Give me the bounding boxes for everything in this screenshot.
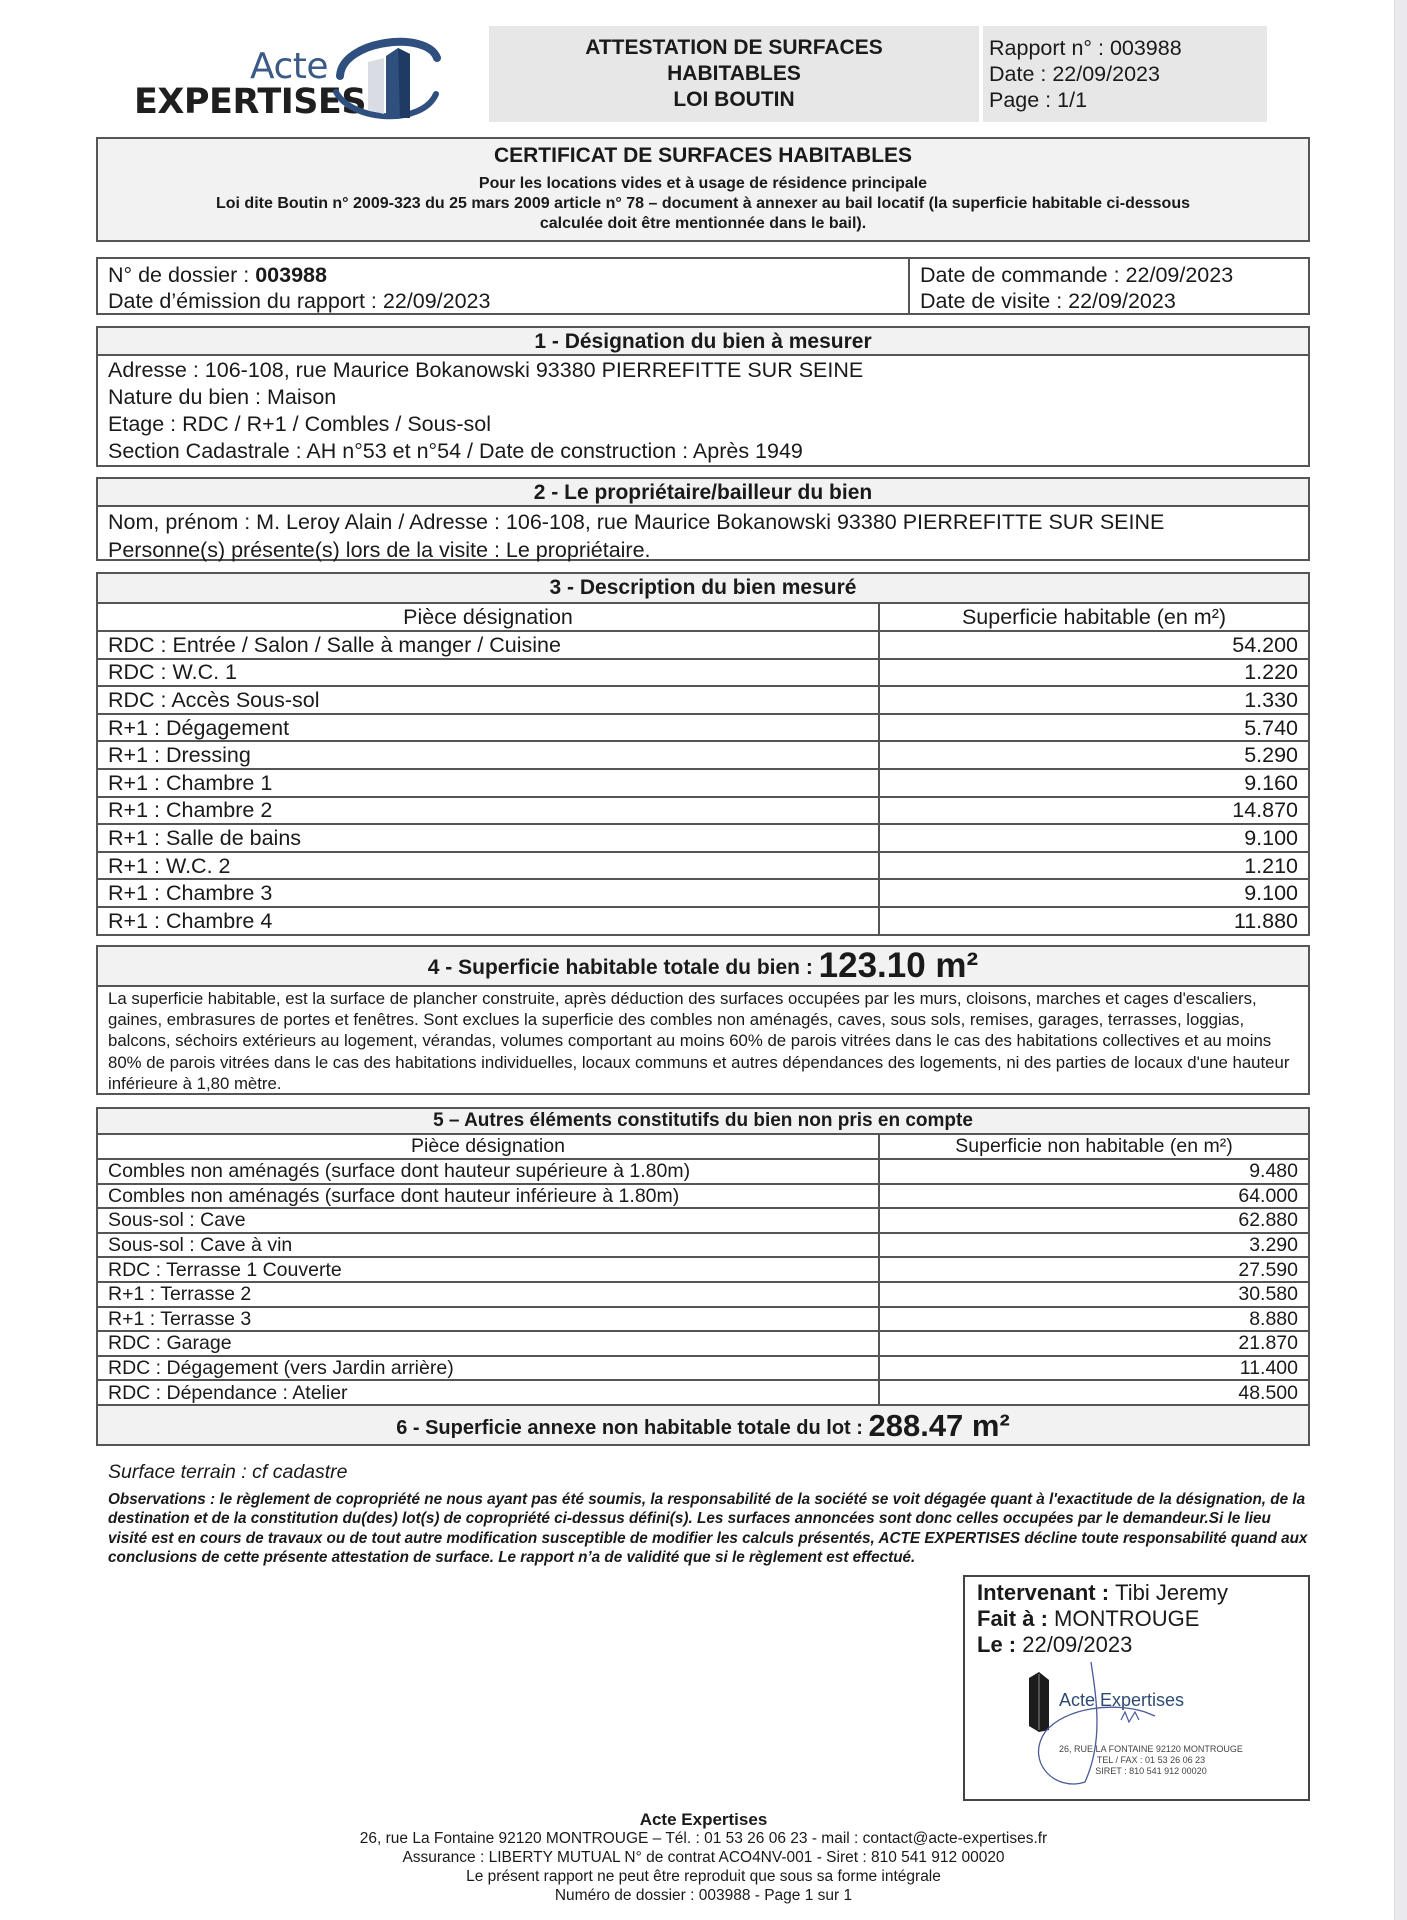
section-title: 3 - Description du bien mesuré — [96, 572, 1310, 602]
section-habitable-rooms — [96, 572, 1310, 946]
room-name: RDC : Accès Sous-sol — [97, 686, 879, 714]
dossier-number-value: 003988 — [255, 263, 327, 287]
stamp-company-name: Acte Expertises — [1059, 1690, 1185, 1710]
dossier-left — [98, 259, 910, 313]
table-row — [97, 797, 1309, 825]
room-name: Combles non aménagés (surface dont hauteur inférieure à 1.80m) — [97, 1184, 879, 1209]
room-area: 9.100 — [879, 824, 1309, 852]
property-address: Adresse : 106-108, rue Maurice Bokanowski 93380 PIERREFITTE SUR SEINE — [108, 358, 864, 382]
subtitle-line: calculée doit être mentionnée dans le bail). — [539, 215, 867, 232]
property-cadastre: Section Cadastrale : AH n°53 et n°54 / Date de construction : Après 1949 — [108, 439, 803, 463]
room-name: Sous-sol : Cave à vin — [97, 1233, 879, 1258]
room-name: RDC : Garage — [97, 1331, 879, 1356]
habitable-total — [98, 947, 1308, 987]
certificate-title: CERTIFICAT DE SURFACES HABITABLES — [493, 144, 913, 167]
signature-box — [963, 1575, 1310, 1801]
stamp-line: 26, RUE LA FONTAINE 92120 MONTROUGE — [1059, 1744, 1243, 1754]
company-stamp — [1025, 1672, 1285, 1792]
room-area: 9.100 — [879, 879, 1309, 907]
room-area: 8.880 — [879, 1307, 1309, 1332]
dossier-number-label: N° de dossier : — [108, 263, 256, 287]
room-name: R+1 : W.C. 2 — [97, 852, 879, 880]
room-area: 1.330 — [879, 686, 1309, 714]
column-header-room: Pièce désignation — [97, 1134, 879, 1159]
habitable-total-value: 123.10 m² — [818, 946, 979, 985]
habitable-definition: La superficie habitable, est la surface de plancher construite, après déduction des surfaces occupées par les murs, cloisons, marches et cages d'escaliers, gaines, embrasures de portes et fenêtres. Sont exclues la superficie des combles non aménagés, caves, sous sols, remises, garages, terrasses, loggias, balcons, séchoirs extérieurs au logement, vérandas, volumes comportant au moins 60% de parois vitrées dans le cas des habitations collectives et au moins 80% de parois vitrées dans le cas des habitations individuelles, locaux communs et autres dépendances des logements, ni des parties de locaux d'une hauteur inférieure à 1,80 mètre. — [108, 989, 1290, 1093]
date-value: 22/09/2023 — [1022, 1632, 1133, 1657]
footer-company: Acte Expertises — [639, 1810, 768, 1829]
building-logo-icon — [332, 30, 442, 122]
room-name: R+1 : Terrasse 2 — [97, 1282, 879, 1307]
room-area: 27.590 — [879, 1257, 1309, 1282]
room-name: R+1 : Salle de bains — [97, 824, 879, 852]
table-row — [97, 1184, 1309, 1209]
place-value: MONTROUGE — [1054, 1606, 1200, 1631]
table-row — [97, 852, 1309, 880]
room-area: 62.880 — [879, 1208, 1309, 1233]
table-row — [97, 1356, 1309, 1381]
table-row — [97, 769, 1309, 797]
footer-insurance: Assurance : LIBERTY MUTUAL N° de contrat ACO4NV-001 - Siret : 810 541 912 00020 — [402, 1849, 1005, 1866]
land-surface-note: Surface terrain : cf cadastre — [108, 1461, 348, 1483]
table-header-row — [97, 603, 1309, 631]
room-area: 1.220 — [879, 659, 1309, 687]
habitable-total-label: 4 - Superficie habitable totale du bien : — [427, 956, 819, 979]
room-name: R+1 : Terrasse 3 — [97, 1307, 879, 1332]
page-footer — [0, 1810, 1407, 1905]
column-header-room: Pièce désignation — [97, 603, 879, 631]
room-area: 11.400 — [879, 1356, 1309, 1381]
table-row — [97, 1257, 1309, 1282]
document-title — [489, 26, 979, 122]
dossier-right — [910, 259, 1308, 313]
date-label: Le : — [977, 1632, 1023, 1657]
handwritten-signature-icon — [1025, 1652, 1225, 1792]
room-name: Sous-sol : Cave — [97, 1208, 879, 1233]
issue-date: Date d’émission du rapport : 22/09/2023 — [108, 289, 491, 313]
habitable-rooms-table — [96, 602, 1310, 936]
place — [965, 1606, 1308, 1632]
room-area: 3.290 — [879, 1233, 1309, 1258]
room-area: 5.740 — [879, 714, 1309, 742]
room-name: R+1 : Dégagement — [97, 714, 879, 742]
footer-address: 26, rue La Fontaine 92120 MONTROUGE – Tél. : 01 53 26 06 23 - mail : contact@acte-expertises.fr — [359, 1830, 1048, 1847]
intervenant — [965, 1580, 1308, 1606]
table-row — [97, 741, 1309, 769]
place-label: Fait à : — [977, 1606, 1055, 1631]
table-row — [97, 631, 1309, 659]
property-floors: Etage : RDC / R+1 / Combles / Sous-sol — [108, 412, 491, 436]
room-area: 11.880 — [879, 907, 1309, 935]
non-habitable-table — [96, 1133, 1310, 1406]
room-area: 30.580 — [879, 1282, 1309, 1307]
certificate-box — [96, 137, 1310, 242]
table-row — [97, 1331, 1309, 1356]
table-row — [97, 714, 1309, 742]
report-number: Rapport n° : 003988 — [989, 36, 1182, 60]
certificate-subtitle — [98, 174, 1308, 234]
column-header-area: Superficie non habitable (en m²) — [879, 1134, 1309, 1159]
section-title: 5 – Autres éléments constitutifs du bien non pris en compte — [96, 1107, 1310, 1133]
room-area: 5.290 — [879, 741, 1309, 769]
company-logo — [132, 30, 442, 122]
intervenant-label: Intervenant : — [977, 1580, 1116, 1605]
section-body — [98, 356, 1308, 466]
table-row — [97, 686, 1309, 714]
logo-text-expertises: EXPERTISES — [134, 82, 367, 122]
section-non-habitable — [96, 1107, 1310, 1443]
footer-dossier-page: Numéro de dossier : 003988 - Page 1 sur 1 — [554, 1887, 853, 1904]
room-name: R+1 : Dressing — [97, 741, 879, 769]
title-line: LOI BOUTIN — [673, 88, 795, 111]
section-property-designation — [96, 326, 1310, 467]
table-row — [97, 824, 1309, 852]
stamp-line: TEL / FAX : 01 53 26 06 23 — [1096, 1755, 1206, 1765]
room-name: RDC : Terrasse 1 Couverte — [97, 1257, 879, 1282]
subtitle-line: Loi dite Boutin n° 2009-323 du 25 mars 2009 article n° 78 – document à annexer au bail locatif (la superficie habitable ci-dessous — [215, 195, 1190, 212]
dossier-box — [96, 257, 1310, 315]
non-habitable-total — [96, 1406, 1310, 1446]
room-name: R+1 : Chambre 4 — [97, 907, 879, 935]
room-area: 14.870 — [879, 797, 1309, 825]
room-area: 9.160 — [879, 769, 1309, 797]
report-page: Page : 1/1 — [989, 88, 1088, 112]
table-row — [97, 1233, 1309, 1258]
report-date: Date : 22/09/2023 — [989, 62, 1160, 86]
non-habitable-total-value: 288.47 m² — [868, 1407, 1010, 1443]
table-row — [97, 1282, 1309, 1307]
room-area: 48.500 — [879, 1380, 1309, 1405]
table-row — [97, 907, 1309, 935]
subtitle-line: Pour les locations vides et à usage de résidence principale — [478, 175, 928, 192]
room-name: R+1 : Chambre 2 — [97, 797, 879, 825]
property-type: Nature du bien : Maison — [108, 385, 337, 409]
title-line: HABITABLES — [667, 62, 801, 85]
section-title: 1 - Désignation du bien à mesurer — [98, 328, 1308, 356]
room-area: 1.210 — [879, 852, 1309, 880]
order-date: Date de commande : 22/09/2023 — [920, 263, 1234, 287]
dossier-number — [108, 262, 898, 288]
report-meta — [983, 26, 1267, 122]
table-row — [97, 1208, 1309, 1233]
title-line: ATTESTATION DE SURFACES — [585, 36, 883, 59]
persons-present: Personne(s) présente(s) lors de la visite : Le propriétaire. — [108, 538, 651, 562]
column-header-area: Superficie habitable (en m²) — [879, 603, 1309, 631]
room-name: R+1 : Chambre 3 — [97, 879, 879, 907]
section-title: 2 - Le propriétaire/bailleur du bien — [98, 479, 1308, 507]
stamp-line: SIRET : 810 541 912 00020 — [1095, 1766, 1207, 1776]
footer-reproduction: Le présent rapport ne peut être reproduit que sous sa forme intégrale — [466, 1868, 941, 1885]
room-name: Combles non aménagés (surface dont hauteur supérieure à 1.80m) — [97, 1159, 879, 1184]
viewer-scrollbar[interactable] — [1394, 0, 1407, 1920]
logo-text-acte: Acte — [250, 46, 329, 87]
table-row — [97, 879, 1309, 907]
owner-name-address: Nom, prénom : M. Leroy Alain / Adresse : 106-108, rue Maurice Bokanowski 93380 PIERREFITTE SUR SEINE — [108, 510, 1165, 534]
table-row — [97, 659, 1309, 687]
room-name: RDC : Dépendance : Atelier — [97, 1380, 879, 1405]
table-row — [97, 1159, 1309, 1184]
section-habitable-total — [96, 945, 1310, 1095]
table-row — [97, 1307, 1309, 1332]
room-area: 9.480 — [879, 1159, 1309, 1184]
table-header-row — [97, 1134, 1309, 1159]
room-name: R+1 : Chambre 1 — [97, 769, 879, 797]
room-area: 54.200 — [879, 631, 1309, 659]
section-body — [98, 507, 1308, 565]
intervenant-value: Tibi Jeremy — [1115, 1580, 1229, 1605]
table-row — [97, 1380, 1309, 1405]
observations: Observations : le règlement de copropriété ne nous ayant pas été soumis, la responsabilité de la société se voit dégagée quant à l'exactitude de la désignation, de la destination et de la constitution du(des) lot(s) de copropriété ci-dessus défini(s). Les surfaces annoncées sont donc celles occupées par le demandeur.Si le lieu visité est en cours de travaux ou de tout autre modification susceptible de modifier les calculs présentés, ACTE EXPERTISES décline toute responsabilité quand aux conclusions de cette présente attestation de surface. Le rapport n’a de validité que si le règlement est effectué. — [108, 1491, 1308, 1566]
room-name: RDC : W.C. 1 — [97, 659, 879, 687]
room-area: 64.000 — [879, 1184, 1309, 1209]
section-owner — [96, 477, 1310, 561]
room-name: RDC : Dégagement (vers Jardin arrière) — [97, 1356, 879, 1381]
non-habitable-total-label: 6 - Superficie annexe non habitable totale du lot : — [396, 1416, 869, 1439]
visit-date: Date de visite : 22/09/2023 — [920, 289, 1176, 313]
room-area: 21.870 — [879, 1331, 1309, 1356]
room-name: RDC : Entrée / Salon / Salle à manger / Cuisine — [97, 631, 879, 659]
